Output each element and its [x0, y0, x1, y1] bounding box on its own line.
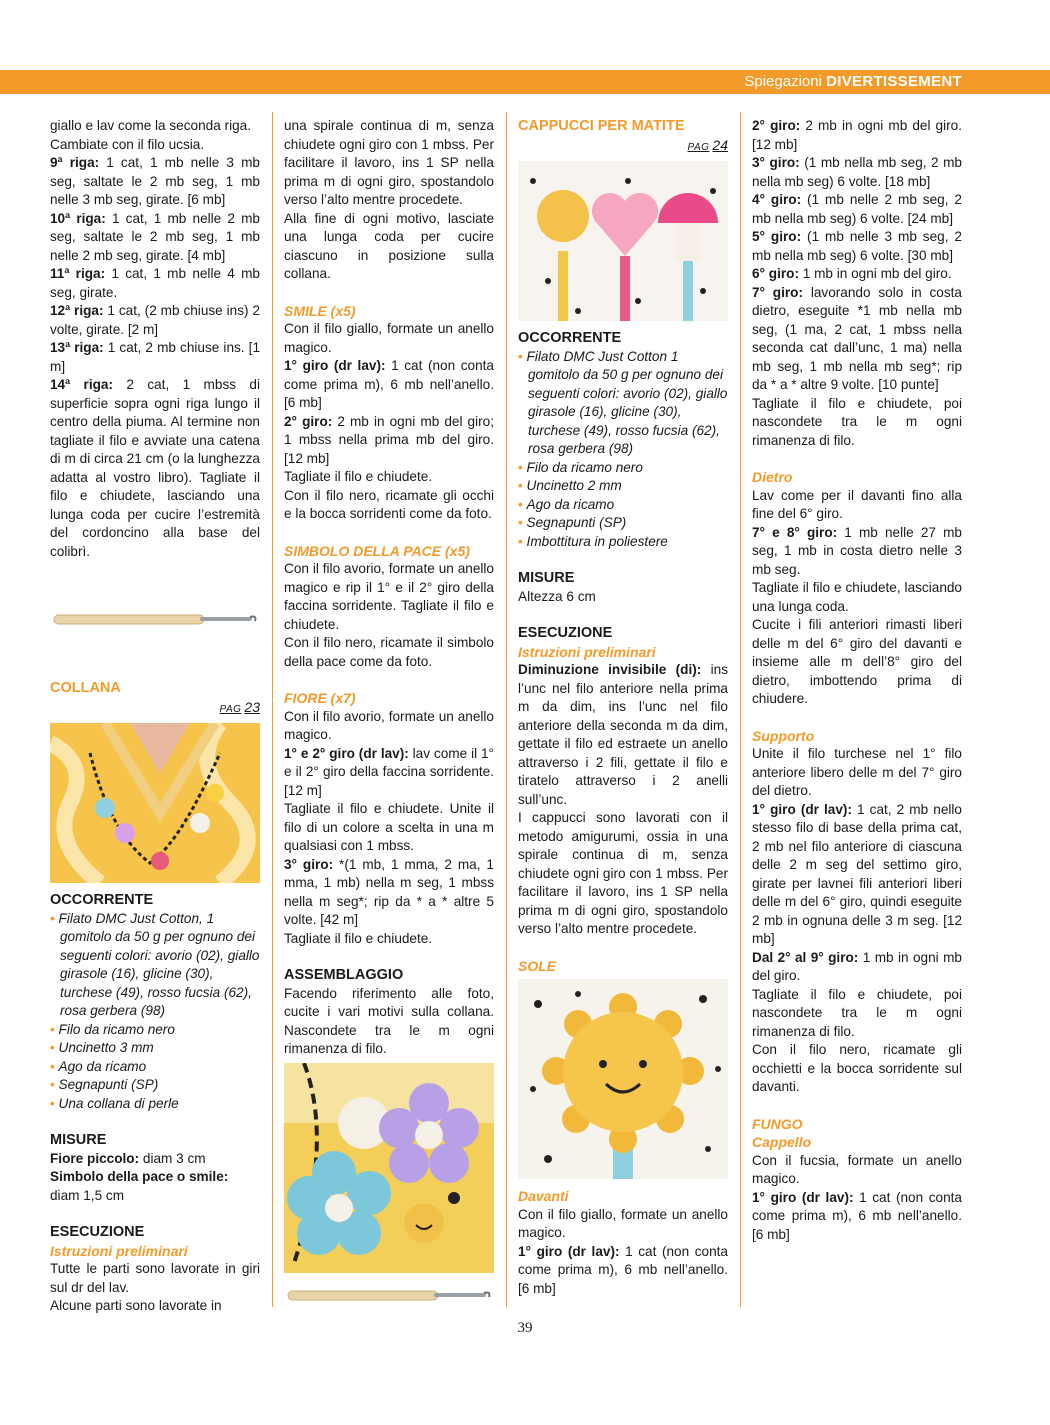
round-instruction: 3° giro: *(1 mb, 1 mma, 2 ma, 1 mma, 1 mb) nella m seg, 1 mbss nella m seg*; rip da * a * altre 5 volte. [42 m] [284, 856, 494, 927]
round-instruction: 1° giro (dr lav): 1 cat (non conta come prima m), 6 mb nell’anello. [6 mb] [284, 358, 494, 410]
column-4 [752, 117, 962, 1244]
round-instruction: 6° giro: 1 mb in ogni mb del giro. [752, 266, 952, 281]
paragraph: Tagliate il filo e chiudete. [284, 930, 433, 946]
dietro-title: Dietro [752, 469, 793, 485]
material-item: • Segnapunti (SP) [518, 515, 627, 530]
round-instruction: 2° giro: 2 mb in ogni mb del giro; 1 mbss nella prima mb del giro. [12 mb] [284, 413, 494, 466]
paragraph: giallo e lav come la seconda riga. [50, 118, 251, 133]
paragraph: Lav come per il davanti fino alla fine del 6° giro. [752, 487, 962, 521]
fiore-title: FIORE (x7) [284, 690, 356, 706]
round-instruction: 4° giro: (1 mb nelle 2 mb seg, 2 mb nella mb seg) 6 volte. [24 mb] [752, 192, 962, 226]
misure-title: MISURE [50, 1132, 107, 1148]
pace-title: SIMBOLO DELLA PACE (x5) [284, 542, 470, 559]
column-3 [518, 117, 728, 1298]
material-item: • Uncinetto 2 mm [518, 478, 622, 493]
davanti-title: Davanti [518, 1188, 569, 1204]
row-instruction: 14ª riga: 2 cat, 1 mbss di superficie sopra ogni riga lungo il centro della piuma. Al termine non tagliate il filo e avviate una catena di m di circa 21 cm (o la lunghezza adatta al vostro libro). Tagliate il filo e chiudete, lasciando una lunga coda per cucire l’estremità del cordoncino alla base del colibrì. [50, 377, 260, 559]
row-instruction: 12ª riga: 1 cat, (2 mb chiuse ins) 2 volte, girate. [2 m] [50, 303, 261, 337]
istruzioni-title: Istruzioni preliminari [50, 1242, 188, 1259]
paragraph: Con il filo giallo, formate un anello magico. [518, 1206, 728, 1240]
page-reference: PAG 23 [219, 698, 260, 715]
paragraph: Con il filo nero, ricamate gli occhietti e la bocca sorridente sul davanti. [752, 1042, 962, 1094]
paragraph: Tagliate il filo e chiudete, poi nascondete tra le m ogni rimanenza di filo. [752, 395, 962, 448]
sole-title: SOLE [518, 957, 557, 974]
column-divider [272, 112, 273, 1307]
paragraph: Alcune parti sono lavorate in [50, 1298, 222, 1313]
paragraph: Alla fine di ogni motivo, lasciate una lunga coda per cucire ciascuno in posizione sulla collana. [284, 210, 494, 281]
paragraph: Con il fucsia, formate un anello magico. [752, 1152, 962, 1186]
header-section: Spiegazioni [744, 73, 822, 90]
material-item: • Filo da ricamo nero [518, 459, 643, 475]
measure: Fiore piccolo: diam 3 cm [50, 1150, 206, 1166]
header-title: DIVERTISSEMENT [826, 73, 962, 90]
material-item: • Filato DMC Just Cotton, 1 gomitolo da 50 g per ognuno dei seguenti colori: avorio (02), giallo girasole (16), glicine (30), turchese (49), rosso fucsia (62), rosa gerbera (98) [50, 910, 260, 1018]
round-instruction: 5° giro: (1 mb nelle 3 mb seg, 2 mb nella mb seg) 6 volte. [30 mb] [752, 229, 962, 263]
material-item: • Filo da ricamo nero [50, 1021, 175, 1037]
round-instruction: 1° e 2° giro (dr lav): lav come il 1° e il 2° giro della faccina sorridente. [12 m] [284, 745, 494, 798]
column-2 [284, 117, 494, 1319]
row-instruction: 9ª riga: 1 cat, 1 mb nelle 3 mb seg, saltate le 2 mb seg, 1 mb nelle 3 mb seg, girate. [6 mb] [50, 155, 260, 207]
round-instruction: 7° e 8° giro: 1 mb nelle 27 mb seg, 1 mb in costa dietro nelle 3 mb seg. [752, 524, 962, 577]
round-instruction: 7° giro: lavorando solo in costa dietro, eseguite *1 mb nella mb seg, (1 ma, 2 cat, 1 mbss nella seconda cat dall’unc, 1 ma) nella mb seg, 1 mb nella mb seg*; rip da * a * altre 9 volte. [10 punte] [752, 284, 962, 392]
paragraph: Cucite i fili anteriori rimasti liberi delle m del 6° giro del davanti e insieme alle m dell’8° giro del dietro, imbottendo prima di chiudere. [752, 617, 962, 706]
pencil-toppers-photo [518, 161, 728, 321]
round-instruction: 1° giro (dr lav): 1 cat (non conta come prima m), 6 mb nell’anello. [6 mb] [518, 1243, 728, 1296]
paragraph: Con il filo nero, ricamate il simbolo della pace come da foto. [284, 635, 494, 669]
paragraph: Tutte le parti sono lavorate in giri sul dr del lav. [50, 1261, 260, 1295]
misure-title: MISURE [518, 570, 575, 586]
stitch-definition: Diminuzione invisibile (di): ins l’unc nel filo anteriore nella prima m da dim, ins l’unc nel filo anteriore della seconda m da dim, gettate il filo ed estraete un anello attraverso i 2 fili, gettate il filo e tiratelo attraverso i 2 anelli sull’unc. [518, 662, 728, 807]
material-item: • Una collana di perle [50, 1095, 179, 1111]
paragraph: Altezza 6 cm [518, 588, 596, 604]
sun-topper-photo [518, 979, 728, 1179]
section-title-cappucci: CAPPUCCI PER MATITE [518, 118, 685, 134]
occorrente-title: OCCORRENTE [50, 892, 154, 908]
column-divider [740, 112, 741, 1307]
material-item: • Segnapunti (SP) [50, 1077, 159, 1092]
round-instruction: 1° giro (dr lav): 1 cat (non conta come prima m), 6 mb nell’anello. [6 mb] [752, 1189, 962, 1242]
flowers-photo [284, 1063, 494, 1273]
crochet-hook-image [284, 1281, 494, 1311]
paragraph: Tagliate il filo e chiudete. Unite il filo di un colore a scelta in una m qualsiasi con 1 mbss. [284, 801, 494, 853]
supporto-title: Supporto [752, 727, 815, 744]
necklace-photo [50, 723, 260, 883]
round-instruction: 1° giro (dr lav): 1 cat, 2 mb nello stesso filo di base della prima cat, 2 mb nel filo anteriore di ciascuna delle 2 m seg del settimo giro, girate per lavnei fili anteriori liberi delle m del 6° giro, quindi eseguite 2 mb in ognuna delle 3 m seg. [12 mb] [752, 801, 962, 946]
material-item: • Imbottitura in poliestere [518, 533, 668, 549]
section-header-bar [0, 70, 1050, 94]
material-item: • Uncinetto 3 mm [50, 1040, 154, 1055]
round-instruction: 3° giro: (1 mb nella mb seg, 2 mb nella mb seg) 6 volte. [18 mb] [752, 155, 962, 189]
section-title-collana: COLLANA [50, 680, 121, 696]
page-reference: PAG 24 [687, 136, 728, 153]
paragraph: Facendo riferimento alle foto, cucite i vari motivi sulla collana. Nascondete tra le m ogni rimanenza di filo. [284, 985, 494, 1056]
material-item: • Filato DMC Just Cotton 1 gomitolo da 50 g per ognuno dei seguenti colori: avorio (02), giallo girasole (16), glicine (30), turchese (49), rosso fucsia (62), rosa gerbera (98) [518, 348, 728, 456]
material-item: • Ago da ricamo [50, 1058, 147, 1074]
paragraph: Cambiate con il filo ucsia. [50, 136, 205, 152]
paragraph: Con il filo avorio, formate un anello magico. [284, 708, 494, 742]
row-instruction: 13ª riga: 1 cat, 2 mb chiuse ins. [1 m] [50, 340, 261, 374]
paragraph: Tagliate il filo e chiudete, lasciando una lunga coda. [752, 580, 962, 614]
column-divider [506, 112, 507, 1307]
esecuzione-title: ESECUZIONE [50, 1224, 145, 1240]
smile-title: SMILE (x5) [284, 302, 356, 319]
column-1 [50, 117, 260, 1316]
round-instruction: 2° giro: 2 mb in ogni mb del giro. [12 mb] [752, 118, 962, 152]
paragraph: Tagliate il filo e chiudete. [284, 469, 433, 484]
cappello-title: Cappello [752, 1134, 812, 1150]
round-instruction: Dal 2° al 9° giro: 1 mb in ogni mb del giro. [752, 949, 962, 983]
paragraph: Con il filo nero, ricamate gli occhi e la bocca sorridenti come da foto. [284, 487, 494, 521]
row-instruction: 11ª riga: 1 cat, 1 mb nelle 4 mb seg, girate. [50, 266, 260, 300]
paragraph: Con il filo avorio, formate un anello magico e rip il 1° e il 2° giro della faccina sorridente. Tagliate il filo e chiudete. [284, 561, 494, 632]
paragraph: Unite il filo turchese nel 1° filo anteriore libero delle m del 7° giro del dietro. [752, 746, 962, 798]
assemblaggio-title: ASSEMBLAGGIO [284, 967, 404, 983]
esecuzione-title: ESECUZIONE [518, 625, 613, 641]
row-instruction: 10ª riga: 1 cat, 1 mb nelle 2 mb seg, saltate le 2 mb seg, 1 mb nelle 2 mb seg, girate. [4 mb] [50, 210, 260, 263]
material-item: • Ago da ricamo [518, 496, 615, 512]
page-number: 39 [517, 1320, 533, 1336]
paragraph: Tagliate il filo e chiudete, poi nascondete tra le m ogni rimanenza di filo. [752, 986, 962, 1039]
fungo-title: FUNGO [752, 1115, 803, 1132]
paragraph: una spirale continua di m, senza chiudete ogni giro con 1 mbss. Per facilitare il lavoro, ins 1 SP nella prima m di ogni giro, spostandolo verso l’alto mentre procedete. [284, 118, 494, 207]
istruzioni-title: Istruzioni preliminari [518, 643, 656, 660]
occorrente-title: OCCORRENTE [518, 330, 622, 346]
crochet-hook-image [50, 587, 260, 647]
paragraph: Con il filo giallo, formate un anello magico. [284, 321, 494, 355]
paragraph: I cappucci sono lavorati con il metodo amigurumi, ossia in una spirale continua di m, senza chiudete ogni giro con 1 mbss. Per facilitare il lavoro, ins 1 SP nella prima m di ogni giro, spostandolo verso l’alto mentre procedete. [518, 810, 728, 936]
measure: Simbolo della pace o smile: diam 1,5 cm [50, 1169, 229, 1203]
